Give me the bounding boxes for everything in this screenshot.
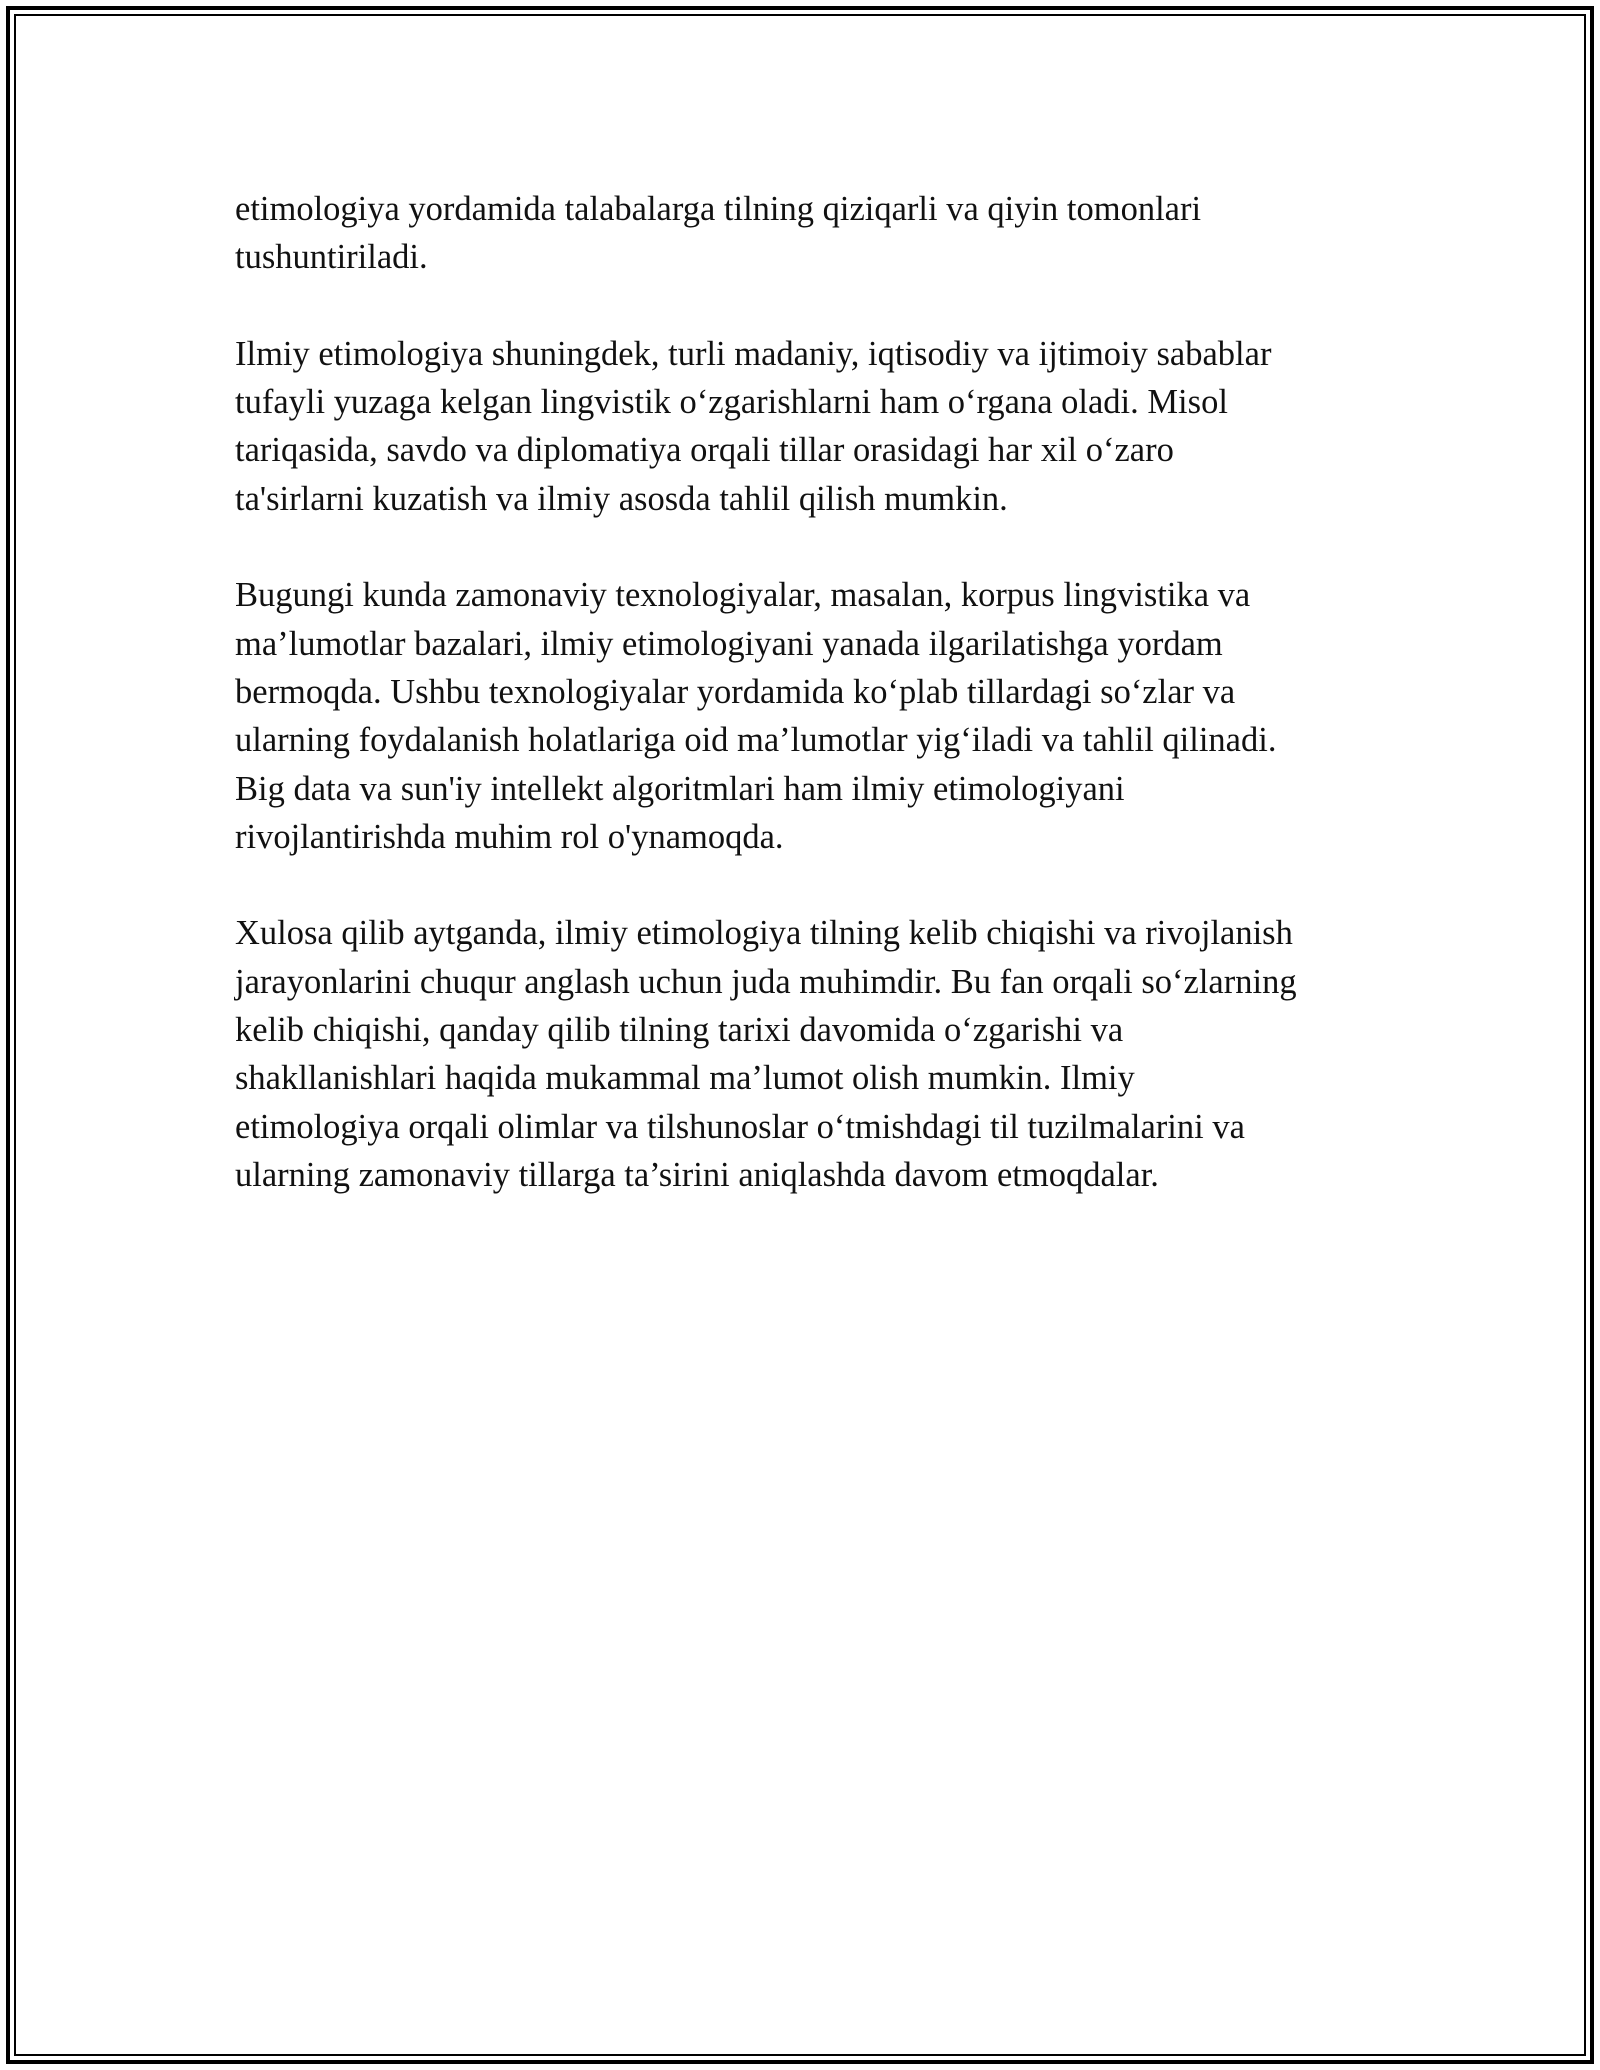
document-body: [235, 185, 1395, 1248]
paragraph-3: Bugungi kunda zamonaviy texnologiyalar, masalan, korpus lingvistika va ma’lumotlar bazalari, ilmiy etimologiyani yanada ilgarilatishga yordam bermoqda. Ushbu texnologiyalar yordamida ko‘plab tillardagi so‘zlar va ularning foydalanish holatlariga oid ma’lumotlar yig‘iladi va tahlil qilinadi. Big data va sun'iy intellekt algoritmlari ham ilmiy etimologiyani rivojlantirishda muhim rol o'ynamoqda.: [235, 576, 1277, 856]
paragraph-4: Xulosa qilib aytganda, ilmiy etimologiya tilning kelib chiqishi va rivojlanish jarayonlarini chuqur anglash uchun juda muhimdir. Bu fan orqali so‘zlarning kelib chiqishi, qanday qilib tilning tarixi davomida o‘zgarishi va shakllanishlari haqida mukammal ma’lumot olish mumkin. Ilmiy etimologiya orqali olimlar va tilshunoslar o‘tmishdagi til tuzilmalarini va ularning zamonaviy tillarga ta’sirini aniqlashda davom etmoqdalar.: [235, 914, 1297, 1194]
paragraph-1: etimologiya yordamida talabalarga tilning qiziqarli va qiyin tomonlari tushuntiriladi.: [235, 190, 1202, 277]
paragraph-2: Ilmiy etimologiya shuningdek, turli madaniy, iqtisodiy va ijtimoiy sabablar tufayli yuzaga kelgan lingvistik o‘zgarishlarni ham o‘rgana oladi. Misol tariqasida, savdo va diplomatiya orqali tillar orasidagi har xil o‘zaro ta'sirlarni kuzatish va ilmiy asosda tahlil qilish mumkin.: [235, 334, 1272, 518]
